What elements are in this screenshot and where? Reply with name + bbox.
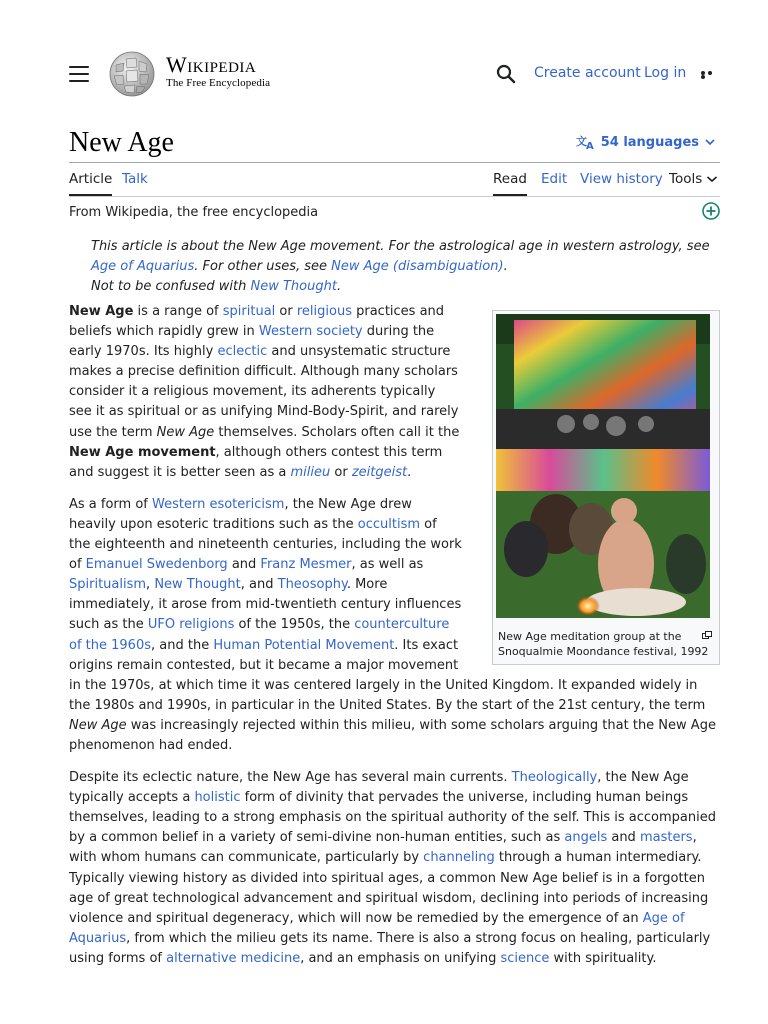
link-alternative-medicine[interactable]: alternative medicine — [166, 950, 301, 966]
text: with spirituality. — [549, 950, 657, 966]
tab-read[interactable]: Read — [493, 171, 527, 196]
wordmark-title: Wikipedia — [166, 52, 257, 77]
hatnote-text: Not to be confused with — [91, 279, 251, 294]
text: form of divinity that pervades the universe, including human beings themselves, leading to a strong emphasis on the spiritual authority of the self. This is accompanied by a common belief in a variety of semi-divine non-human entities, such as — [69, 790, 716, 846]
bold-term: New Age movement — [69, 444, 216, 460]
text: , although others contest this term and suggest it is better seen as a — [69, 444, 443, 480]
page-tabs — [69, 163, 720, 197]
hatnote-text: . — [503, 259, 508, 274]
link-new-thought[interactable]: New Thought — [154, 577, 241, 593]
link-science[interactable]: science — [500, 950, 550, 966]
text: was increasingly rejected within this milieu, with some scholars arguing that the New Age phenomenon had ended. — [69, 717, 716, 753]
thumbnail-caption — [496, 625, 716, 661]
text: , the New Age drew heavily upon esoteric traditions such as the — [69, 496, 412, 532]
text: during the early 1970s. Its highly — [69, 324, 435, 360]
site-sub: From Wikipedia, the free encyclopedia — [69, 205, 319, 220]
text: . Its exact origins remain contested, but it became a major movement in the 1970s, at which time it was centered largely in the United Kingdom. It expanded widely in the 1980s and 1990s, in particular in the United States. By the start of the 21st century, the term — [69, 637, 706, 713]
text: and unsystematic structure makes a precise definition difficult. Although many scholars consider it a religious movement, its adherents typically see it as spiritual or as unifying Mind-Body-Spirit, and rarely use the term — [69, 344, 459, 440]
text: . More immediately, it arose from mid-twentieth century influences such as the — [69, 577, 462, 633]
link-spiritual[interactable]: spiritual — [222, 304, 276, 319]
paragraph-3 — [69, 768, 720, 969]
language-count: 54 languages — [600, 134, 699, 150]
tab-article[interactable]: Article — [69, 171, 112, 196]
text: , and — [240, 577, 278, 593]
wikipedia-globe-logo[interactable] — [106, 51, 158, 97]
bold-term: New Age — [69, 304, 134, 319]
add-topic-icon[interactable] — [702, 202, 720, 220]
svg-text:文: 文 — [575, 135, 587, 148]
text: , with whom humans can communicate, particularly by — [69, 830, 697, 866]
log-in-link[interactable]: Log in — [644, 65, 687, 81]
chevron-down-icon — [706, 175, 718, 183]
link-milieu[interactable]: milieu — [290, 464, 331, 480]
link-ufo-religions[interactable]: UFO religions — [147, 617, 235, 633]
link-channeling[interactable]: channeling — [423, 850, 495, 866]
link-spiritualism[interactable]: Spiritualism — [69, 577, 147, 593]
link-holistic[interactable]: holistic — [194, 790, 241, 806]
text: , from which the milieu gets its name. There is also a strong focus on healing, particularly using forms of — [69, 930, 711, 966]
hatnote-text: . For other uses, see — [194, 259, 332, 274]
festival-photo[interactable] — [496, 314, 710, 618]
link-theologically[interactable]: Theologically — [511, 770, 598, 786]
thumbnail-figure — [492, 310, 720, 665]
text: As a form of — [69, 496, 153, 512]
text: of the 1950s, the — [234, 617, 355, 633]
hatnote-text: . — [336, 279, 342, 294]
link-masters[interactable]: masters — [639, 830, 693, 846]
link-new-age-disambiguation[interactable]: New Age (disambiguation) — [331, 259, 504, 274]
italic-term: New Age — [156, 424, 215, 440]
site-header — [0, 44, 768, 104]
hatnote — [91, 237, 721, 297]
text: , as well as — [351, 557, 424, 573]
enlarge-icon[interactable] — [702, 631, 712, 639]
link-age-of-aquarius[interactable]: Age of Aquarius — [91, 259, 195, 274]
create-account-link[interactable]: Create account — [534, 65, 641, 81]
link-occultism[interactable]: occultism — [357, 516, 421, 532]
hamburger-menu-icon[interactable] — [69, 66, 89, 82]
article-content — [69, 302, 720, 981]
tools-label: Tools — [669, 171, 703, 187]
text: is a range of — [133, 304, 223, 319]
tab-edit[interactable]: Edit — [541, 171, 568, 187]
caption-text: New Age meditation group at the Snoqualmie Moondance festival, 1992 — [498, 630, 709, 659]
translate-icon — [576, 134, 596, 150]
link-western-society[interactable]: Western society — [258, 324, 363, 340]
wordmark-tagline: The Free Encyclopedia — [166, 77, 271, 89]
hatnote-line — [91, 237, 721, 277]
text: , and the — [151, 637, 214, 653]
tab-talk[interactable]: Talk — [122, 171, 148, 187]
text: , — [146, 577, 155, 593]
link-angels[interactable]: angels — [564, 830, 608, 846]
language-button[interactable] — [576, 134, 720, 150]
link-age-of-aquarius[interactable]: Age of Aquarius — [69, 910, 685, 946]
link-religious[interactable]: religious — [296, 304, 352, 319]
page-title: New Age — [69, 127, 174, 158]
link-franz-mesmer[interactable]: Franz Mesmer — [260, 557, 352, 573]
search-icon[interactable] — [496, 64, 516, 84]
text: of the eighteenth and nineteenth centuries, including the work of — [69, 516, 462, 573]
text: , the New Age typically accepts a — [69, 770, 689, 806]
tools-menu[interactable] — [669, 171, 718, 187]
text: through a human intermediary. Typically viewing history as divided into spiritual ages, a common New Age belief is in a forgotten age of great technological advancement and spiritual wisdom, declining into periods of increasing violence and spiritual degeneracy, which will now be remedied by the emergence of an — [69, 850, 709, 926]
tab-view-history[interactable]: View history — [580, 171, 663, 187]
text: , and an emphasis on unifying — [300, 950, 501, 966]
more-options-icon[interactable] — [701, 71, 721, 77]
link-western-esotericism[interactable]: Western esotericism — [152, 496, 285, 512]
svg-text:A: A — [585, 141, 594, 150]
text: and — [607, 830, 640, 846]
text: Despite its eclectic nature, the New Age has several main currents. — [69, 770, 512, 786]
text: themselves. Scholars often call it the — [214, 424, 460, 440]
hatnote-text: This article is about the New Age movement. For the astrological age in western astrology, see — [91, 239, 710, 254]
link-human-potential-movement[interactable]: Human Potential Movement — [213, 637, 395, 653]
italic-term: New Age — [69, 717, 127, 733]
text: and — [227, 557, 261, 573]
text: . — [407, 464, 412, 480]
chevron-down-icon — [705, 138, 715, 146]
text: or — [275, 304, 297, 319]
title-row — [69, 124, 720, 163]
link-zeitgeist[interactable]: zeitgeist — [351, 464, 408, 480]
link-new-thought[interactable]: New Thought — [250, 279, 337, 294]
text: or — [330, 464, 352, 480]
wikipedia-wordmark[interactable] — [166, 54, 270, 89]
link-emanuel-swedenborg[interactable]: Emanuel Swedenborg — [85, 557, 228, 573]
text: practices and beliefs which rapidly grew in — [69, 304, 445, 340]
link-theosophy[interactable]: Theosophy — [277, 577, 347, 593]
link-counterculture-1960s[interactable]: counterculture of the 1960s — [69, 617, 450, 653]
hatnote-line — [91, 277, 721, 297]
link-eclectic[interactable]: eclectic — [217, 344, 268, 360]
